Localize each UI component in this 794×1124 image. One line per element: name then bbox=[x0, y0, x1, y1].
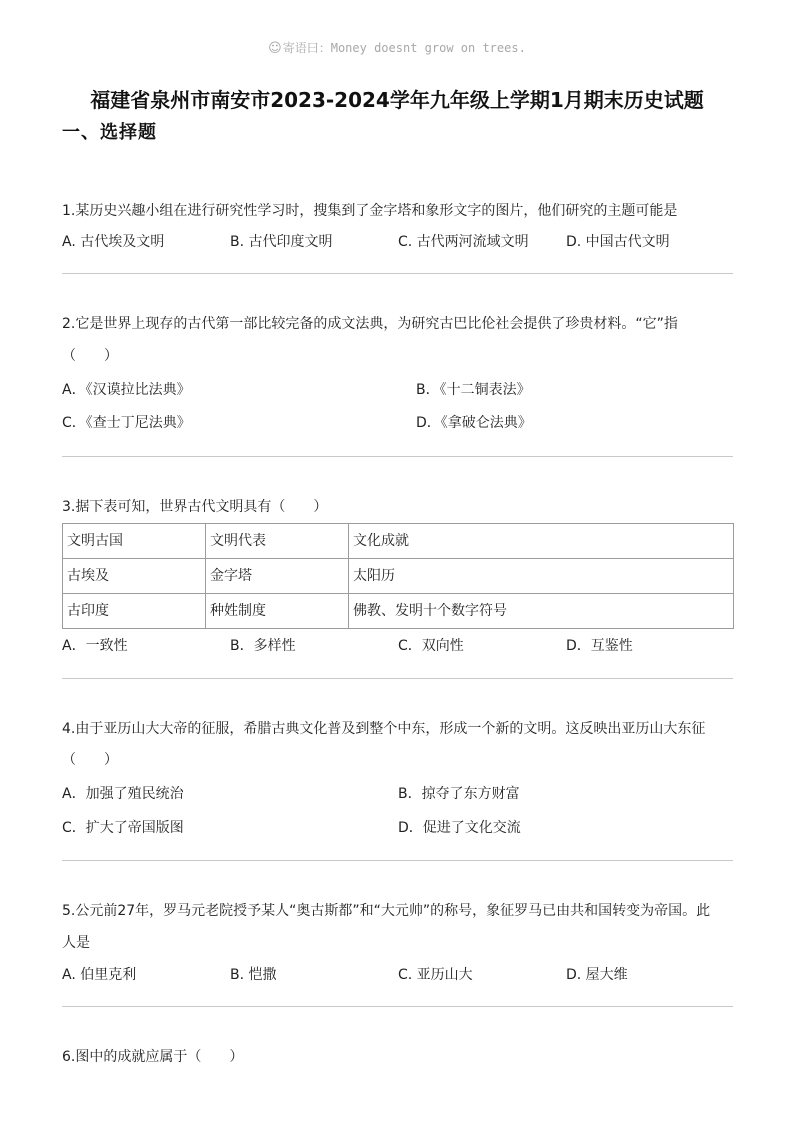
question-4-option-d: D．促进了文化交流 bbox=[398, 820, 521, 836]
civilization-table bbox=[62, 523, 734, 629]
question-5-option-c: C. 亚历山大 bbox=[398, 967, 473, 983]
question-divider bbox=[62, 456, 733, 457]
question-3-option-c: C．双向性 bbox=[398, 638, 464, 654]
question-1-option-a: A. 古代埃及文明 bbox=[62, 234, 165, 250]
question-5-stem: 5.公元前27年，罗马元老院授予某人“奥古斯都”和“大元帅”的称号，象征罗马已由共和国转变为帝国。此 bbox=[62, 903, 711, 919]
question-6-stem: 6.图中的成就应属于（ ） bbox=[62, 1049, 244, 1065]
question-4-option-c: C．扩大了帝国版图 bbox=[62, 820, 184, 836]
table-header-cell: 文明代表 bbox=[206, 524, 349, 559]
table-header-cell: 文化成就 bbox=[349, 524, 734, 559]
question-2-option-a: A．《汉谟拉比法典》 bbox=[62, 382, 191, 398]
page-header-motto bbox=[0, 40, 794, 57]
table-cell: 佛教、发明十个数字符号 bbox=[349, 594, 734, 629]
question-1-option-b: B. 古代印度文明 bbox=[230, 234, 333, 250]
question-divider bbox=[62, 1006, 733, 1007]
question-1-stem: 1.某历史兴趣小组在进行研究性学习时，搜集到了金字塔和象形文字的图片，他们研究的主题可能是 bbox=[62, 203, 678, 219]
question-4-option-b: B．掠夺了东方财富 bbox=[398, 786, 520, 802]
question-divider bbox=[62, 273, 733, 274]
question-3-option-a: A．一致性 bbox=[62, 638, 128, 654]
question-divider bbox=[62, 678, 733, 679]
table-cell: 古埃及 bbox=[63, 559, 206, 594]
table-row bbox=[63, 594, 734, 629]
question-5-option-a: A. 伯里克利 bbox=[62, 967, 137, 983]
question-divider bbox=[62, 860, 733, 861]
section-heading: 一、选择题 bbox=[62, 122, 157, 143]
table-cell: 太阳历 bbox=[349, 559, 734, 594]
question-2-option-b: B．《十二铜表法》 bbox=[416, 382, 531, 398]
question-1-option-d: D. 中国古代文明 bbox=[566, 234, 670, 250]
table-header-row bbox=[63, 524, 734, 559]
question-3-option-b: B．多样性 bbox=[230, 638, 296, 654]
exam-title: 福建省泉州市南安市2023-2024学年九年级上学期1月期末历史试题 bbox=[90, 88, 704, 112]
question-4-stem-cont: （ ） bbox=[62, 752, 118, 768]
smile-icon: ☺ bbox=[268, 41, 282, 56]
table-header-cell: 文明古国 bbox=[63, 524, 206, 559]
question-3-option-d: D．互鉴性 bbox=[566, 638, 633, 654]
question-1-option-c: C. 古代两河流域文明 bbox=[398, 234, 529, 250]
question-5-stem-cont: 人是 bbox=[62, 935, 90, 951]
question-5-option-b: B. 恺撒 bbox=[230, 967, 277, 983]
table-cell: 金字塔 bbox=[206, 559, 349, 594]
question-5-option-d: D. 屋大维 bbox=[566, 967, 628, 983]
table-row bbox=[63, 559, 734, 594]
question-4-stem: 4.由于亚历山大大帝的征服，希腊古典文化普及到整个中东，形成一个新的文明。这反映出亚历山大东征 bbox=[62, 721, 706, 737]
question-2-stem-cont: （ ） bbox=[62, 348, 118, 364]
question-3-stem: 3.据下表可知，世界古代文明具有（ ） bbox=[62, 499, 328, 515]
question-2-stem: 2.它是世界上现存的古代第一部比较完备的成文法典，为研究古巴比伦社会提供了珍贵材料。“它”指 bbox=[62, 316, 678, 332]
table-cell: 种姓制度 bbox=[206, 594, 349, 629]
motto-text: 寄语曰：Money doesnt grow on trees. bbox=[282, 41, 526, 55]
question-4-option-a: A．加强了殖民统治 bbox=[62, 786, 184, 802]
question-2-option-d: D．《拿破仑法典》 bbox=[416, 415, 532, 431]
table-cell: 古印度 bbox=[63, 594, 206, 629]
question-2-option-c: C．《查士丁尼法典》 bbox=[62, 415, 191, 431]
